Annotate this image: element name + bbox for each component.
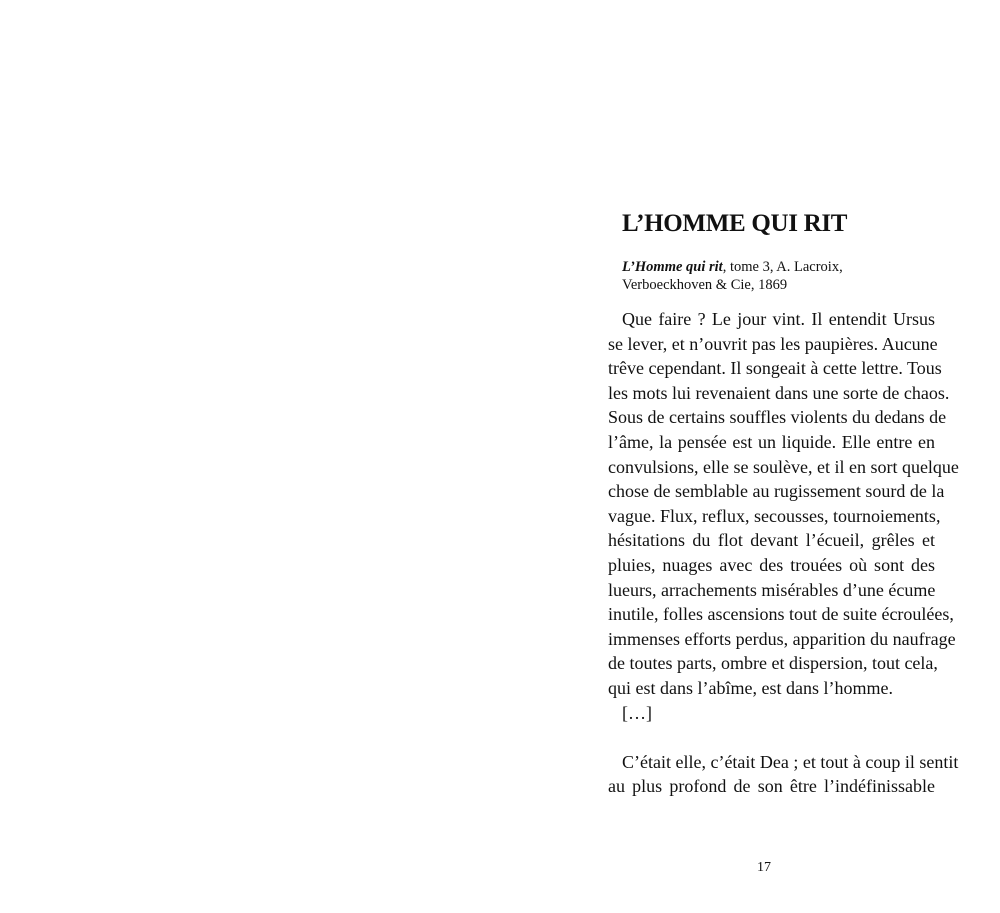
- text-line: qui est dans l’abîme, est dans l’homme.: [608, 677, 893, 698]
- source-details-1: , tome 3, A. Lacroix,: [722, 259, 843, 275]
- text-line: convulsions, elle se soulève, et il en sort quelque: [608, 456, 959, 477]
- text-line: inutile, folles ascensions tout de suite écroulées,: [608, 604, 954, 625]
- source-citation: [622, 258, 843, 294]
- text-line: vague. Flux, reflux, secousses, tournoiements,: [608, 505, 941, 526]
- text-line: Sous de certains souffles violents du dedans de: [608, 407, 947, 428]
- text-line: chose de semblable au rugissement sourd de la: [608, 481, 945, 502]
- text-line: pluies, nuages avec des trouées où sont des: [608, 554, 935, 575]
- source-line-1: [622, 258, 843, 276]
- source-book-title: L’Homme qui rit: [622, 259, 723, 275]
- text-line: hésitations du flot devant l’écueil, grêles et: [608, 530, 935, 551]
- text-line: se lever, et n’ouvrit pas les paupières. Aucune: [608, 333, 938, 354]
- excerpt-body: [608, 307, 959, 799]
- chapter-title: L’HOMME QUI RIT: [622, 210, 848, 237]
- text-line: Que faire ? Le jour vint. Il entendit Ursus: [622, 309, 935, 329]
- text-line: trêve cependant. Il songeait à cette lettre. Tous: [608, 358, 942, 379]
- source-details-2: Verboeckhoven & Cie, 1869: [622, 277, 788, 293]
- text-line: de toutes parts, ombre et dispersion, tout cela,: [608, 653, 938, 674]
- blank-line: [608, 725, 935, 750]
- text-line: C’était elle, c’était Dea ; et tout à coup il sentit: [622, 751, 959, 772]
- text-line: au plus profond de son être l’indéfinissable: [608, 776, 935, 797]
- text-line: lueurs, arrachements misérables d’une écume: [608, 579, 936, 600]
- text-line: l’âme, la pensée est un liquide. Elle entre en: [608, 431, 935, 452]
- text-line: les mots lui revenaient dans une sorte de chaos.: [608, 382, 950, 403]
- text-line: immenses efforts perdus, apparition du naufrage: [608, 628, 956, 649]
- right-page: [500, 0, 1000, 913]
- page-number: 17: [757, 860, 771, 875]
- ellipsis-line: […]: [622, 702, 652, 723]
